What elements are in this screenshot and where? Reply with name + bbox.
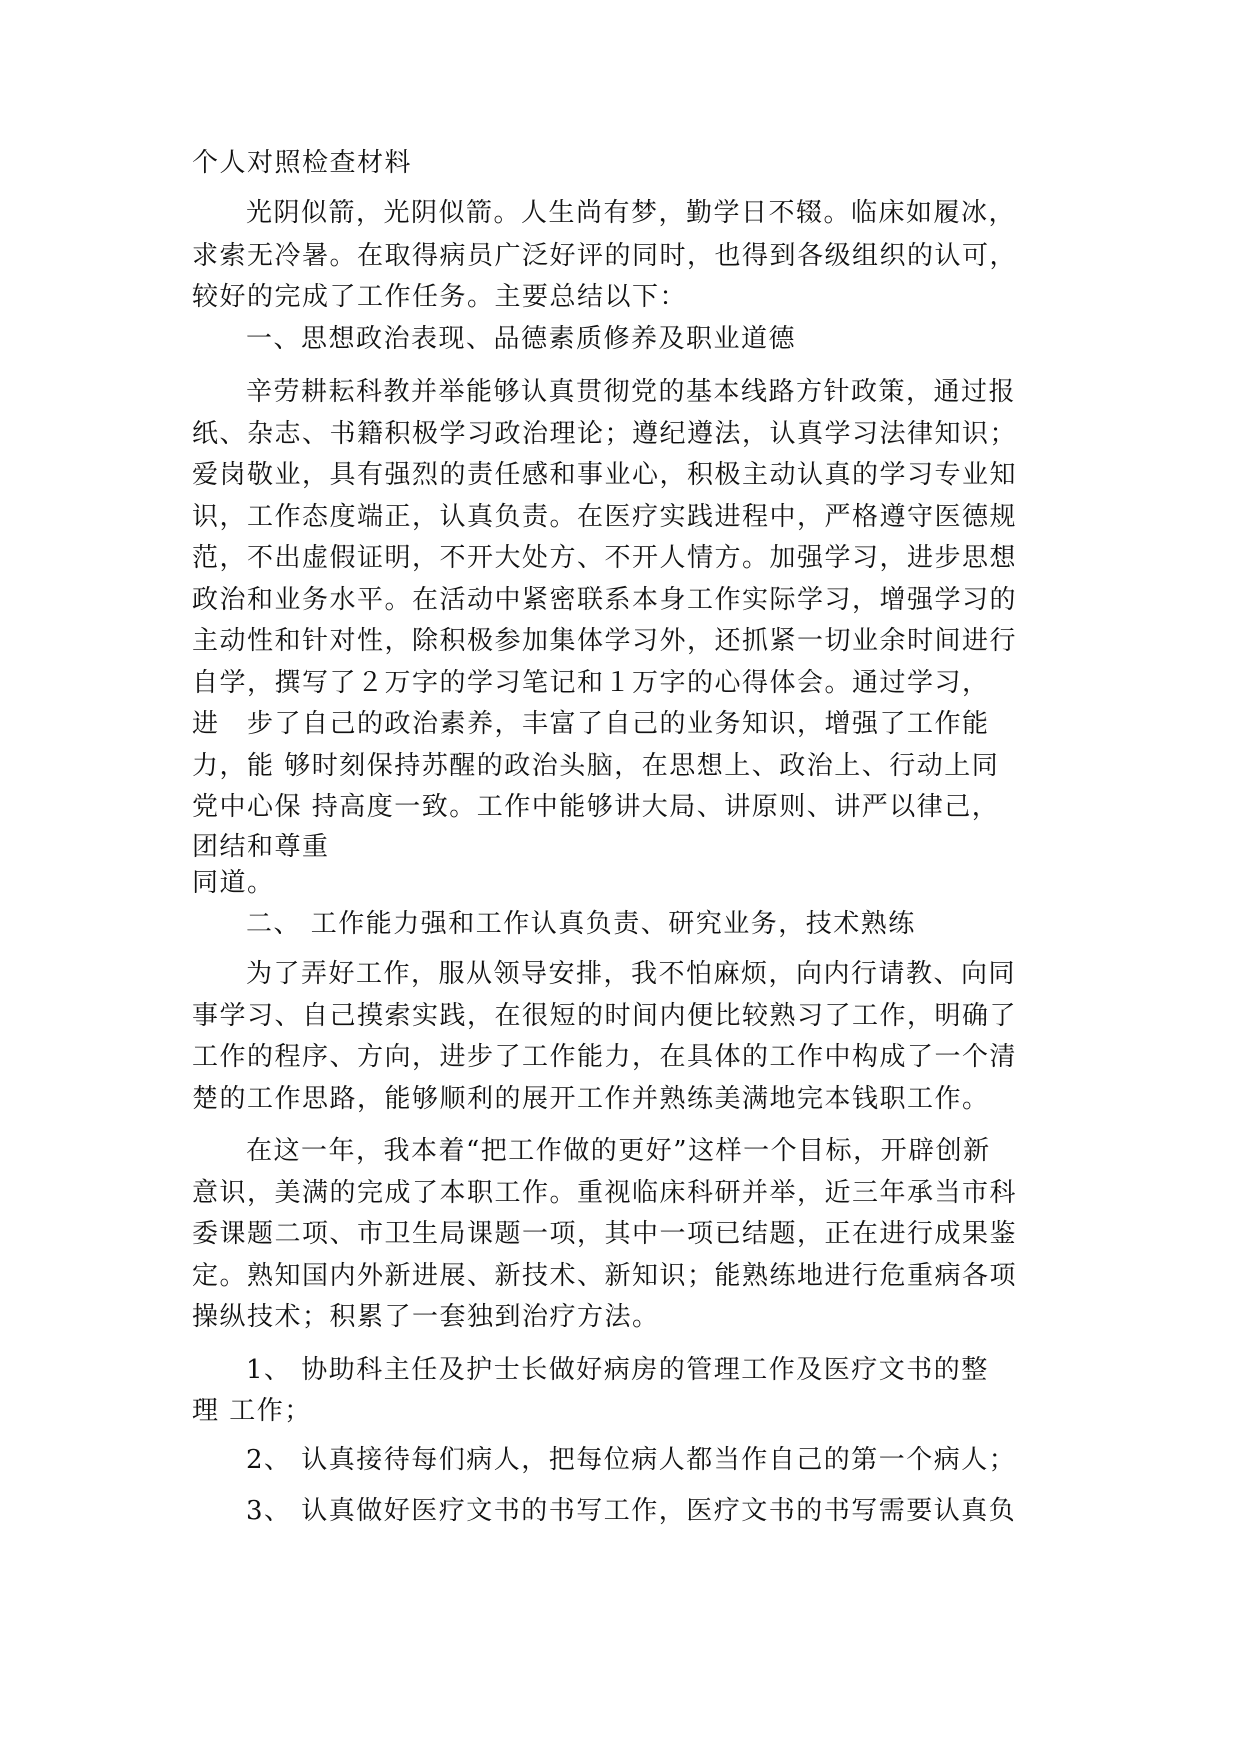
list-item: 1、 协助科主任及护士长做好病房的管理工作及医疗文书的整 bbox=[246, 1355, 989, 1385]
text-line: 范，不出虚假证明，不开大处方、不开人情方。加强学习，进步思想 bbox=[192, 543, 1018, 573]
text-line: 党中心保 持高度一致。工作中能够讲大局、讲原则、讲严以律己， bbox=[192, 792, 1000, 822]
text-line: 为了弄好工作，服从领导安排，我不怕麻烦，向内行请教、向同 bbox=[246, 959, 1017, 989]
text-line: 委课题二项、市卫生局课题一项，其中一项已结题，正在进行成果鉴 bbox=[192, 1219, 1018, 1249]
section-heading: 一、思想政治表现、品德素质修养及职业道德 bbox=[246, 324, 797, 354]
text-line: 楚的工作思路，能够顺利的展开工作并熟练美满地完本钱职工作。 bbox=[192, 1084, 990, 1114]
text-line: 理 工作； bbox=[192, 1396, 312, 1426]
text-line: 在这一年，我本着“把工作做的更好”这样一个目标，开辟创新 bbox=[246, 1136, 991, 1166]
section-heading: 二、 工作能力强和工作认真负责、研究业务，技术熟练 bbox=[246, 909, 916, 939]
text-line: 团结和尊重 bbox=[192, 832, 330, 862]
text-line: 意识，美满的完成了本职工作。重视临床科研并举，近三年承当市科 bbox=[192, 1178, 1018, 1208]
document-title: 个人对照检查材料 bbox=[192, 148, 413, 178]
list-item: 2、 认真接待每们病人，把每位病人都当作自己的第一个病人； bbox=[246, 1445, 1017, 1475]
text-line: 力，能 够时刻保持苏醒的政治头脑，在思想上、政治上、行动上同 bbox=[192, 751, 1000, 781]
list-item: 3、 认真做好医疗文书的书写工作，医疗文书的书写需要认真负 bbox=[246, 1496, 1017, 1526]
text-line: 同道。 bbox=[192, 868, 275, 898]
text-line: 主动性和针对性，除积极参加集体学习外，还抓紧一切业余时间进行 bbox=[192, 626, 1018, 656]
text-line: 事学习、自己摸索实践，在很短的时间内便比较熟习了工作，明确了 bbox=[192, 1001, 1018, 1031]
text-line: 求索无冷暑。在取得病员广泛好评的同时，也得到各级组织的认可， bbox=[192, 241, 1018, 271]
text-line: 识，工作态度端正，认真负责。在医疗实践进程中，严格遵守医德规 bbox=[192, 502, 1018, 532]
text-line: 政治和业务水平。在活动中紧密联系本身工作实际学习，增强学习的 bbox=[192, 585, 1018, 615]
text-line: 辛劳耕耘科教并举能够认真贯彻党的基本线路方针政策，通过报 bbox=[246, 377, 1017, 407]
text-line: 光阴似箭，光阴似箭。人生尚有梦，勤学日不辍。临床如履冰， bbox=[246, 198, 1017, 228]
text-line: 操纵技术；积累了一套独到治疗方法。 bbox=[192, 1302, 660, 1332]
text-line: 较好的完成了工作任务。主要总结以下： bbox=[192, 282, 688, 312]
text-line: 纸、杂志、书籍积极学习政治理论；遵纪遵法，认真学习法律知识； bbox=[192, 419, 1018, 449]
text-line: 工作的程序、方向，进步了工作能力，在具体的工作中构成了一个清 bbox=[192, 1042, 1018, 1072]
text-line: 定。熟知国内外新进展、新技术、新知识；能熟练地进行危重病各项 bbox=[192, 1261, 1018, 1291]
text-line: 爱岗敬业，具有强烈的责任感和事业心，积极主动认真的学习专业知 bbox=[192, 460, 1018, 490]
text-line: 进 步了自己的政治素养，丰富了自己的业务知识，增强了工作能 bbox=[192, 709, 990, 739]
text-line: 自学，撰写了２万字的学习笔记和１万字的心得体会。通过学习， bbox=[192, 668, 990, 698]
